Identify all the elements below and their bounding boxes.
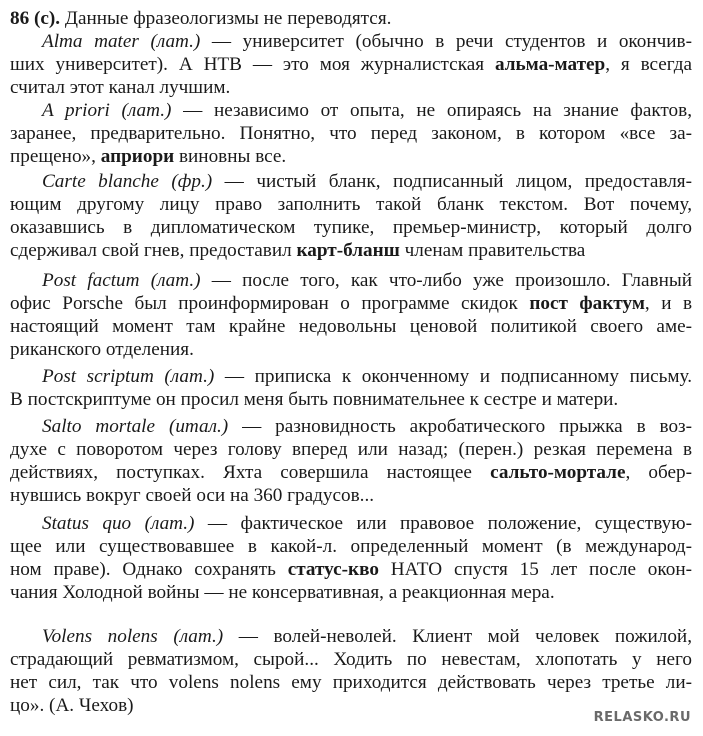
definition-text: ном праве). Однако сохранять: [10, 559, 288, 580]
term: Carte blanche: [42, 171, 159, 192]
definition-text: считал этот канал лучшим.: [10, 77, 231, 98]
definition-text: чания Холодной войны — не консервативная, а реакционная мера.: [10, 582, 555, 603]
term-language: (лат.): [164, 366, 215, 387]
definition-line: [10, 695, 692, 718]
term-language: (лат.): [121, 100, 172, 121]
bold-phrase: сальто-мортале: [490, 462, 626, 483]
bold-phrase: альма-матер: [494, 54, 606, 75]
entry-status-quo: [42, 513, 692, 536]
bold-phrase: карт-бланш: [296, 240, 400, 261]
definition-line: [10, 485, 692, 508]
definition-text: риканского отделения.: [10, 339, 194, 360]
definition-line: [10, 389, 692, 412]
entry-carte-blanche: [42, 171, 692, 194]
definition-text: цо». (А. Чехов): [10, 695, 134, 716]
definition-text: оказавшись в дипломатическом тупике, премьер-министр, который долго: [10, 217, 692, 238]
term-language: (лат.): [144, 513, 195, 534]
exercise-title: Данные фразеологизмы не переводятся.: [60, 8, 392, 29]
term-language: (лат.): [150, 270, 201, 291]
bold-phrase: априори: [100, 146, 175, 167]
definition-text: заранее, предварительно. Понятно, что перед законом, в котором «все за-: [10, 123, 692, 144]
definition-text: — университет (обычно в речи студентов и окончив-: [200, 31, 693, 52]
definition-line: [10, 582, 692, 605]
entry-alma-mater: [42, 31, 692, 54]
entry-post-scriptum: [42, 366, 692, 389]
definition-text: — чистый бланк, подписанный лицом, предоставля-: [212, 171, 692, 192]
bold-phrase: статус-кво: [287, 559, 379, 580]
definition-line: [10, 536, 692, 559]
definition-text: — разновидность акробатического прыжка в воз-: [228, 416, 693, 437]
definition-text: страдающий ревматизмом, сырой... Ходить по невестам, хлопотать у него: [10, 649, 692, 670]
entry-volens-nolens: [42, 626, 692, 649]
definition-text: — фактическое или правовое положение, существую-: [194, 513, 692, 534]
definition-text: сдерживал свой гнев, предоставил: [10, 240, 297, 261]
exercise-header: [10, 8, 692, 31]
definition-text: , и в: [644, 293, 692, 314]
term: Alma mater: [42, 31, 139, 52]
definition-text: членам правительства: [399, 240, 586, 261]
definition-line: [10, 146, 692, 169]
definition-line: [10, 672, 692, 695]
term: Volens nolens: [42, 626, 158, 647]
definition-line: [10, 217, 692, 240]
definition-text: ших университет). А НТВ — это моя журналистская: [10, 54, 495, 75]
definition-text: — после того, как что-либо уже произошло. Главный: [200, 270, 693, 291]
term-language: (фр.): [171, 171, 213, 192]
definition-text: прещено»,: [10, 146, 101, 167]
term: Post factum: [42, 270, 140, 291]
definition-text: , обер-: [625, 462, 692, 483]
definition-line: [10, 194, 692, 217]
exercise-number: 86 (c).: [10, 8, 61, 29]
definition-line: [10, 123, 692, 146]
watermark: RELASKO.RU: [593, 710, 691, 726]
definition-line: [10, 240, 692, 263]
definition-text: щее или существовавшее в какой-л. определенный момент (в международ-: [10, 536, 692, 557]
definition-text: — волей-неволей. Клиент мой человек пожилой,: [223, 626, 692, 647]
definition-text: виновны все.: [174, 146, 287, 167]
definition-line: [10, 559, 692, 582]
term-language: (лат.): [150, 31, 201, 52]
definition-text: , я всегда: [605, 54, 692, 75]
definition-line: [10, 649, 692, 672]
term: Post scriptum: [42, 366, 154, 387]
bold-phrase: пост фактум: [529, 293, 645, 314]
definition-line: [10, 439, 692, 462]
term-language: (лат.): [173, 626, 224, 647]
definition-text: настоящий момент там крайне недовольны ценовой политикой своего аме-: [10, 316, 692, 337]
definition-text: духе с поворотом через голову вперед или назад; (перен.) резкая перемена в: [10, 439, 692, 460]
definition-line: [10, 462, 692, 485]
definition-text: — приписка к оконченному и подписанному письму.: [214, 366, 692, 387]
definition-text: нет сил, так что volens nolens ему приходится действовать через третье ли-: [10, 672, 692, 693]
entry-a-priori: [42, 100, 692, 123]
definition-line: [10, 293, 692, 316]
entry-salto-mortale: [42, 416, 692, 439]
definition-text: В постскриптуме он просил меня быть повнимательнее к сестре и матери.: [10, 389, 619, 410]
definition-text: — независимо от опыта, не опираясь на знание фактов,: [171, 100, 692, 121]
definition-text: действиях, поступках. Яхта совершила настоящее: [10, 462, 491, 483]
definition-text: НАТО спустя 15 лет после окон-: [378, 559, 692, 580]
term-language: (итал.): [168, 416, 229, 437]
definition-line: [10, 339, 692, 362]
entry-post-factum: [42, 270, 692, 293]
definition-text: нувшись вокруг своей оси на 360 градусов...: [10, 485, 375, 506]
term: A priori: [42, 100, 110, 121]
term: Status quo: [42, 513, 132, 534]
term: Salto mortale: [42, 416, 156, 437]
definition-line: [10, 316, 692, 339]
definition-line: [10, 77, 692, 100]
definition-line: [10, 54, 692, 77]
definition-text: ющим другому лицу право заполнить такой бланк текстом. Вот почему,: [10, 194, 692, 215]
definition-text: офис Porsche был проинформирован о программе скидок: [10, 293, 530, 314]
